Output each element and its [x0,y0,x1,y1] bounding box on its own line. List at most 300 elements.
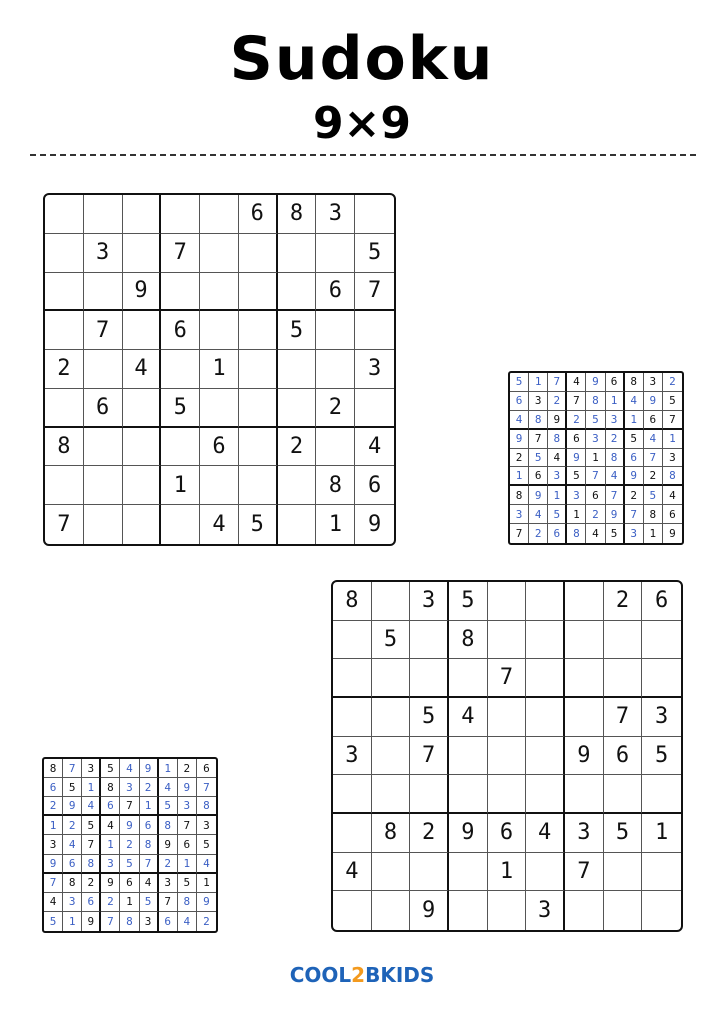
sudoku-cell[interactable] [45,311,84,350]
solution-cell: 3 [82,759,101,778]
solution-cell: 9 [625,467,644,486]
sudoku-cell[interactable]: 8 [45,428,84,467]
sudoku-cell[interactable] [200,234,239,273]
dashed-divider [30,154,696,156]
solution-cell: 5 [120,855,139,874]
solution-cell: 3 [159,874,178,893]
sudoku-cell[interactable] [239,234,278,273]
sudoku-cell[interactable] [488,582,527,621]
sudoku-cell[interactable] [84,505,123,544]
sudoku-cell[interactable]: 5 [278,311,317,350]
sudoku-cell[interactable] [526,659,565,698]
solution-cell: 6 [44,778,63,797]
solution-cell: 4 [663,486,682,505]
solution-cell: 1 [44,816,63,835]
solution-cell: 4 [197,855,216,874]
sudoku-cell[interactable] [333,814,372,853]
sudoku-cell[interactable]: 7 [488,659,527,698]
sudoku-cell[interactable] [84,195,123,234]
sudoku-cell[interactable] [488,621,527,660]
sudoku-cell[interactable] [565,891,604,930]
solution-cell: 9 [510,430,529,449]
solution-cell: 1 [586,449,605,468]
sudoku-cell[interactable] [449,737,488,776]
sudoku-cell[interactable]: 3 [333,737,372,776]
solution-cell: 4 [140,874,159,893]
solution-cell: 3 [178,797,197,816]
solution-cell: 1 [178,855,197,874]
sudoku-cell[interactable] [161,273,200,312]
sudoku-cell[interactable] [526,775,565,814]
sudoku-cell[interactable] [565,582,604,621]
solution-cell: 2 [625,486,644,505]
sudoku-cell[interactable] [372,659,411,698]
sudoku-cell[interactable] [488,775,527,814]
solution-cell: 9 [567,449,586,468]
solution-cell: 5 [529,449,548,468]
sudoku-cell[interactable] [316,428,355,467]
sudoku-cell[interactable] [565,659,604,698]
sudoku-cell[interactable]: 5 [372,621,411,660]
solution-cell: 6 [140,816,159,835]
sudoku-cell[interactable] [526,853,565,892]
sudoku-cell[interactable]: 3 [355,350,394,389]
solution-cell: 8 [82,855,101,874]
sudoku-cell[interactable] [239,466,278,505]
sudoku-cell[interactable] [604,775,643,814]
sudoku-cell[interactable] [239,428,278,467]
sudoku-cell[interactable]: 6 [239,195,278,234]
solution-cell: 9 [644,392,663,411]
sudoku-cell[interactable] [526,582,565,621]
sudoku-cell[interactable]: 7 [161,234,200,273]
sudoku-cell[interactable]: 2 [278,428,317,467]
solution-cell: 6 [510,392,529,411]
solution-cell: 8 [101,778,120,797]
sudoku-cell[interactable] [239,389,278,428]
solution-cell: 5 [567,467,586,486]
sudoku-cell[interactable]: 9 [449,814,488,853]
solution-cell: 4 [120,759,139,778]
sudoku-cell[interactable] [123,466,162,505]
sudoku-cell[interactable]: 1 [161,466,200,505]
sudoku-cell[interactable]: 5 [161,389,200,428]
sudoku-cell[interactable] [355,389,394,428]
sudoku-cell[interactable]: 6 [642,582,681,621]
sudoku-cell[interactable]: 6 [604,737,643,776]
sudoku-cell[interactable] [200,273,239,312]
sudoku-cell[interactable]: 7 [565,853,604,892]
solution-cell: 2 [159,855,178,874]
solution-cell: 8 [140,835,159,854]
sudoku-cell[interactable] [123,428,162,467]
solution-cell: 6 [178,835,197,854]
sudoku-cell[interactable] [45,389,84,428]
sudoku-cell[interactable] [488,698,527,737]
sudoku-cell[interactable] [239,350,278,389]
sudoku-cell[interactable] [239,273,278,312]
solution-cell: 7 [178,816,197,835]
sudoku-cell[interactable] [161,195,200,234]
sudoku-cell[interactable] [604,621,643,660]
sudoku-cell[interactable] [565,775,604,814]
solution-cell: 6 [625,449,644,468]
sudoku-cell[interactable] [278,350,317,389]
sudoku-cell[interactable]: 5 [449,582,488,621]
sudoku-cell[interactable] [84,273,123,312]
solution-cell: 1 [101,835,120,854]
solution-cell: 5 [625,430,644,449]
solution-cell: 6 [663,505,682,524]
solution-cell: 3 [197,816,216,835]
sudoku-cell[interactable]: 9 [367,512,382,538]
sudoku-cell[interactable] [372,853,411,892]
sudoku-cell[interactable]: 1 [488,853,527,892]
solution-cell: 2 [567,411,586,430]
sudoku-cell[interactable]: 7 [45,505,84,544]
solution-cell: 8 [159,816,178,835]
solution-cell: 6 [197,759,216,778]
sudoku-cell[interactable]: 9 [410,891,449,930]
solution-cell: 2 [548,392,567,411]
solution-cell: 5 [44,912,63,931]
solution-cell: 1 [197,874,216,893]
solution-cell: 3 [567,486,586,505]
solution-cell: 7 [548,373,567,392]
sudoku-cell[interactable] [526,737,565,776]
solution-cell: 1 [663,430,682,449]
sudoku-cell[interactable] [200,311,239,350]
sudoku-cell[interactable]: 3 [316,195,355,234]
sudoku-cell[interactable]: 4 [333,853,372,892]
sudoku-cell[interactable] [161,428,200,467]
solution-cell: 7 [644,449,663,468]
sudoku-cell[interactable] [372,737,411,776]
sudoku-cell[interactable]: 6 [161,311,200,350]
solution-cell: 4 [178,912,197,931]
sudoku-cell[interactable]: 8 [333,582,372,621]
sudoku-puzzle-grid [43,193,396,546]
sudoku-cell[interactable] [449,659,488,698]
solution-cell: 6 [606,373,625,392]
solution-cell: 8 [644,505,663,524]
sudoku-cell[interactable] [449,853,488,892]
solution-cell: 9 [197,893,216,912]
solution-cell: 2 [140,778,159,797]
sudoku-cell[interactable]: 5 [355,234,394,273]
solution-cell: 7 [82,835,101,854]
sudoku-cell[interactable] [45,273,84,312]
solution-cell: 8 [63,874,82,893]
sudoku-cell[interactable]: 4 [200,505,239,544]
solution-cell: 6 [567,430,586,449]
sudoku-cell[interactable] [45,234,84,273]
sudoku-cell[interactable] [123,505,162,544]
solution-cell: 9 [178,778,197,797]
solution-cell: 7 [625,505,644,524]
solution-cell: 6 [101,797,120,816]
sudoku-cell[interactable] [333,659,372,698]
sudoku-cell[interactable] [372,775,411,814]
solution-cell: 3 [644,373,663,392]
sudoku-cell[interactable] [123,234,162,273]
sudoku-cell[interactable] [410,775,449,814]
sudoku-cell[interactable]: 8 [278,195,317,234]
sudoku-cell[interactable] [604,891,643,930]
solution-cell: 5 [606,524,625,543]
sudoku-cell[interactable]: 5 [604,814,643,853]
sudoku-cell[interactable] [333,698,372,737]
solution-cell: 5 [178,874,197,893]
sudoku-cell[interactable]: 3 [642,698,681,737]
sudoku-cell[interactable] [84,350,123,389]
sudoku-cell[interactable] [200,466,239,505]
sudoku-cell[interactable]: 2 [45,350,84,389]
solution-cell: 3 [606,411,625,430]
solution-cell: 1 [63,912,82,931]
sudoku-cell[interactable]: 3 [410,582,449,621]
sudoku-cell[interactable] [123,389,162,428]
sudoku-cell[interactable] [84,466,123,505]
sudoku-cell[interactable] [278,389,317,428]
solution-cell: 9 [101,874,120,893]
sudoku-cell[interactable]: 4 [526,814,565,853]
solution-cell: 6 [548,524,567,543]
solution-cell: 5 [663,392,682,411]
solution-cell: 5 [82,816,101,835]
solution-cell: 7 [44,874,63,893]
sudoku-cell[interactable] [526,698,565,737]
sudoku-cell[interactable]: 3 [565,814,604,853]
sudoku-cell[interactable] [278,273,317,312]
logo-part-two: 2 [351,963,366,987]
sudoku-cell[interactable]: 5 [239,505,278,544]
sudoku-cell[interactable] [642,853,681,892]
sudoku-cell[interactable]: 5 [642,737,681,776]
sudoku-cell[interactable]: 3 [526,891,565,930]
sudoku-cell[interactable]: 7 [355,273,394,312]
solution-cell: 2 [606,430,625,449]
page-subtitle: 9×9 [312,98,412,149]
sudoku-cell[interactable] [200,195,239,234]
solution-cell: 9 [529,486,548,505]
sudoku-cell[interactable] [123,195,162,234]
sudoku-cell[interactable] [355,195,394,234]
solution-cell: 5 [140,893,159,912]
sudoku-cell[interactable] [316,350,355,389]
solution-cell: 3 [529,392,548,411]
sudoku-cell[interactable] [488,737,527,776]
sudoku-cell[interactable] [642,775,681,814]
sudoku-cell[interactable] [410,659,449,698]
sudoku-cell[interactable] [488,891,527,930]
sudoku-solution-grid [508,371,684,545]
sudoku-cell[interactable]: 1 [316,505,355,544]
solution-cell: 6 [82,893,101,912]
solution-cell: 6 [529,467,548,486]
sudoku-cell[interactable]: 6 [200,428,239,467]
sudoku-cell[interactable] [372,891,411,930]
solution-cell: 3 [586,430,605,449]
sudoku-cell[interactable]: 4 [449,698,488,737]
sudoku-cell[interactable]: 6 [84,389,123,428]
solution-cell: 8 [663,467,682,486]
solution-cell: 4 [159,778,178,797]
solution-cell: 4 [44,893,63,912]
logo-part-bkids: BKIDS [365,963,435,987]
solution-cell: 8 [625,373,644,392]
solution-cell: 2 [44,797,63,816]
solution-cell: 5 [510,373,529,392]
sudoku-cell[interactable] [372,582,411,621]
sudoku-cell[interactable]: 5 [410,698,449,737]
sudoku-cell[interactable] [239,311,278,350]
solution-cell: 2 [120,835,139,854]
solution-cell: 1 [567,505,586,524]
sudoku-cell[interactable] [410,853,449,892]
sudoku-cell[interactable] [278,466,317,505]
solution-cell: 4 [529,505,548,524]
solution-cell: 2 [82,874,101,893]
solution-cell: 3 [663,449,682,468]
solution-cell: 3 [120,778,139,797]
sudoku-cell[interactable] [604,659,643,698]
solution-cell: 8 [178,893,197,912]
solution-cell: 4 [63,835,82,854]
solution-cell: 1 [529,373,548,392]
sudoku-cell[interactable]: 8 [316,466,355,505]
sudoku-cell[interactable] [45,466,84,505]
solution-cell: 4 [625,392,644,411]
solution-cell: 5 [548,505,567,524]
sudoku-cell[interactable] [200,389,239,428]
solution-cell: 6 [159,912,178,931]
sudoku-cell[interactable] [45,195,84,234]
sudoku-cell[interactable] [316,234,355,273]
solution-cell: 1 [548,486,567,505]
sudoku-cell[interactable]: 3 [84,234,123,273]
sudoku-cell[interactable]: 6 [355,466,394,505]
solution-cell: 8 [529,411,548,430]
sudoku-cell[interactable] [565,698,604,737]
solution-cell: 5 [197,835,216,854]
solution-cell: 8 [510,486,529,505]
sudoku-cell[interactable] [278,505,317,544]
sudoku-cell[interactable] [333,775,372,814]
solution-cell: 1 [120,893,139,912]
sudoku-cell[interactable] [355,311,394,350]
solution-cell: 7 [663,411,682,430]
solution-cell: 4 [548,449,567,468]
page-title: Sudoku [229,24,495,94]
sudoku-cell[interactable] [278,234,317,273]
solution-cell: 9 [586,373,605,392]
solution-cell: 3 [63,893,82,912]
solution-cell: 7 [159,893,178,912]
sudoku-cell[interactable] [161,505,200,544]
solution-cell: 9 [63,797,82,816]
solution-cell: 7 [567,392,586,411]
solution-cell: 3 [44,835,63,854]
solution-cell: 2 [586,505,605,524]
solution-cell: 4 [510,411,529,430]
solution-cell: 7 [510,524,529,543]
solution-cell: 6 [644,411,663,430]
sudoku-cell[interactable]: 7 [604,698,643,737]
sudoku-cell[interactable] [604,853,643,892]
sudoku-cell[interactable] [642,621,681,660]
sudoku-puzzle-grid [331,580,683,932]
sudoku-cell[interactable]: 4 [123,350,162,389]
sudoku-cell[interactable] [316,311,355,350]
solution-cell: 5 [63,778,82,797]
sudoku-cell[interactable]: 6 [488,814,527,853]
sudoku-cell[interactable]: 1 [642,814,681,853]
sudoku-cell[interactable] [333,891,372,930]
sudoku-cell[interactable] [333,621,372,660]
sudoku-cell[interactable]: 4 [355,428,394,467]
sudoku-cell[interactable]: 2 [604,582,643,621]
sudoku-cell[interactable] [565,621,604,660]
solution-cell: 9 [548,411,567,430]
solution-cell: 4 [644,430,663,449]
solution-cell: 4 [606,467,625,486]
logo-part-cool: COOL [289,963,352,987]
solution-cell: 3 [548,467,567,486]
sudoku-cell[interactable] [642,659,681,698]
sudoku-cell[interactable]: 2 [316,389,355,428]
solution-cell: 3 [510,505,529,524]
solution-cell: 9 [44,855,63,874]
solution-cell: 5 [586,411,605,430]
sudoku-cell[interactable] [526,621,565,660]
sudoku-cell[interactable]: 8 [449,621,488,660]
solution-cell: 9 [606,505,625,524]
sudoku-cell[interactable]: 8 [372,814,411,853]
sudoku-cell[interactable] [161,350,200,389]
solution-cell: 1 [140,797,159,816]
sudoku-cell[interactable] [410,621,449,660]
solution-cell: 3 [625,524,644,543]
sudoku-cell[interactable]: 7 [410,737,449,776]
solution-cell: 8 [197,797,216,816]
solution-cell: 7 [63,759,82,778]
solution-cell: 7 [101,912,120,931]
solution-cell: 9 [159,835,178,854]
solution-cell: 2 [663,373,682,392]
solution-cell: 1 [82,778,101,797]
sudoku-cell[interactable] [449,775,488,814]
solution-cell: 2 [644,467,663,486]
solution-cell: 7 [120,797,139,816]
sudoku-cell[interactable]: 9 [123,273,162,312]
sudoku-cell[interactable] [372,698,411,737]
sudoku-cell[interactable]: 1 [200,350,239,389]
sudoku-cell[interactable] [123,311,162,350]
sudoku-cell[interactable]: 7 [84,311,123,350]
solution-cell: 9 [669,527,676,541]
sudoku-cell[interactable] [84,428,123,467]
sudoku-cell[interactable] [642,891,681,930]
solution-cell: 9 [140,759,159,778]
sudoku-cell[interactable] [449,891,488,930]
sudoku-cell[interactable]: 9 [565,737,604,776]
brand-logo [0,963,724,987]
solution-cell: 3 [101,855,120,874]
sudoku-cell[interactable]: 2 [410,814,449,853]
sudoku-cell[interactable]: 6 [316,273,355,312]
solution-cell: 9 [120,816,139,835]
